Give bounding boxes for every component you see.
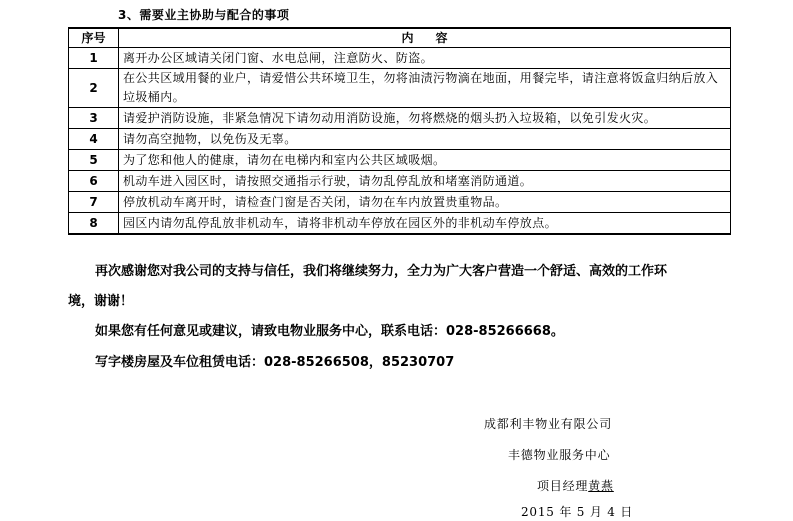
row-content: 离开办公区域请关闭门窗、水电总闸，注意防火、防盗。 xyxy=(119,48,731,69)
row-content: 请爱护消防设施，非紧急情况下请勿动用消防设施，勿将燃烧的烟头扔入垃圾箱，以免引发火灾。 xyxy=(119,108,731,129)
row-number: 1 xyxy=(69,48,119,69)
project-manager xyxy=(537,477,614,494)
document-date: 2015 年 5 月 4 日 xyxy=(521,505,634,519)
header-number: 序号 xyxy=(69,28,119,48)
row-content: 园区内请勿乱停乱放非机动车，请将非机动车停放在园区外的非机动车停放点。 xyxy=(119,213,731,235)
contact-paragraph: 如果您有任何意见或建议，请致电物业服务中心，联系电话：028-85266668。 xyxy=(95,324,564,339)
table-row xyxy=(69,150,731,171)
header-content: 内容 xyxy=(119,28,731,48)
row-number: 4 xyxy=(69,129,119,150)
table-row xyxy=(69,192,731,213)
table-row xyxy=(69,48,731,69)
company-name: 成都利丰物业有限公司 xyxy=(484,417,613,431)
row-content: 请勿高空抛物，以免伤及无辜。 xyxy=(119,129,731,150)
manager-title: 项目经理 xyxy=(537,479,589,493)
row-number: 3 xyxy=(69,108,119,129)
service-center-name: 丰德物业服务中心 xyxy=(508,448,611,462)
row-number: 6 xyxy=(69,171,119,192)
row-content: 停放机动车离开时，请检查门窗是否关闭，请勿在车内放置贵重物品。 xyxy=(119,192,731,213)
table-row xyxy=(69,69,731,108)
row-content: 在公共区域用餐的业户，请爱惜公共环境卫生，勿将油渍污物滴在地面，用餐完毕，请注意将饭盒归纳后放入垃圾桶内。 xyxy=(119,69,731,108)
thanks-paragraph-line1: 再次感谢您对我公司的支持与信任，我们将继续努力，全力为广大客户营造一个舒适、高效的工作环 xyxy=(95,264,668,279)
section-title: 3、需要业主协助与配合的事项 xyxy=(118,8,290,22)
row-number: 5 xyxy=(69,150,119,171)
leasing-paragraph: 写字楼房屋及车位租赁电话：028-85266508，85230707 xyxy=(95,355,455,370)
thanks-paragraph-line2: 境，谢谢！ xyxy=(68,294,134,309)
row-number: 7 xyxy=(69,192,119,213)
manager-name: 黄燕 xyxy=(588,479,614,493)
table-row xyxy=(69,108,731,129)
cooperation-items-table xyxy=(68,27,731,235)
table-row xyxy=(69,129,731,150)
row-number: 2 xyxy=(69,69,119,108)
table-row xyxy=(69,213,731,235)
row-content: 机动车进入园区时，请按照交通指示行驶，请勿乱停乱放和堵塞消防通道。 xyxy=(119,171,731,192)
table-row xyxy=(69,171,731,192)
row-content: 为了您和他人的健康，请勿在电梯内和室内公共区域吸烟。 xyxy=(119,150,731,171)
row-number: 8 xyxy=(69,213,119,235)
table-header-row xyxy=(69,28,731,48)
